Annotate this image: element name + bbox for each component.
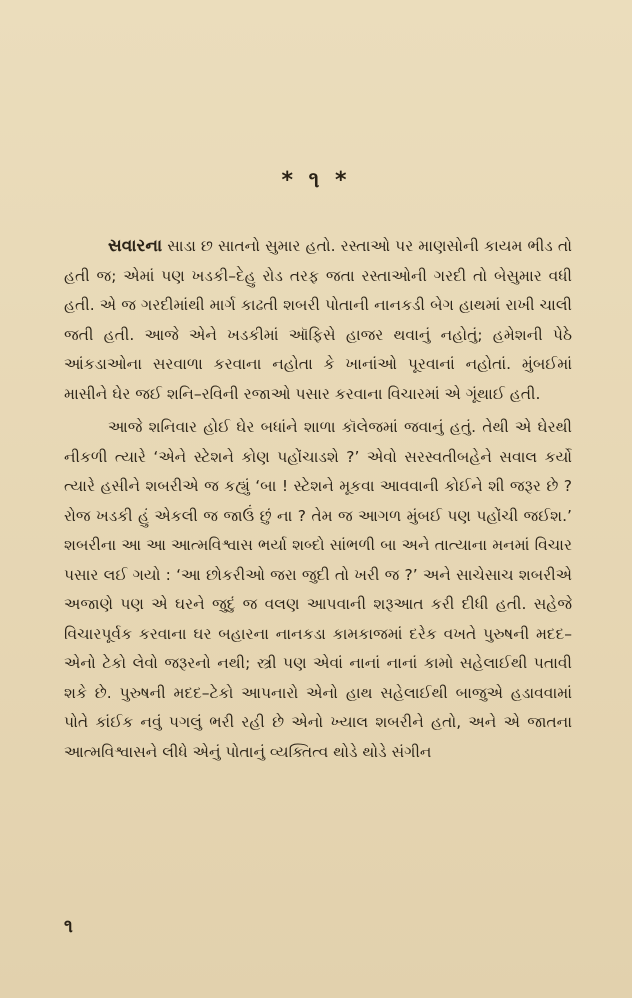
page-number: ૧ [64,916,73,937]
paragraph-2-text: આજે શનિવાર હોઈ ઘેર બધાંને શાળા કૉલેજમાં જવાનું હતું. તેથી એ ઘેરથી નીકળી ત્યારે ‘એને સ્ટેશને કોણ પહોંચાડશે ?’ એવો સરસ્વતીબહેને સવાલ કર્યો ત્યારે હસીને શબરીએ જ કહ્યું ‘બા ! સ્ટેશને મૂકવા આવવાની કોઈને શી જરૂર છે ? રોજ ખડકી હું એકલી જ જાઉં છું ના ? તેમ જ આગળ મુંબઈ પણ પહોંચી જઈશ.’ શબરીના આ આ આત્મવિશ્વાસ ભર્યા શબ્દો સાંભળી બા અને તાત્યાના મનમાં વિચાર પસાર લઈ ગયો : ‘આ છોકરીઓ જરા જુદી તો ખરી જ ?’ અને સાચેસાચ શબરીએ અજાણે પણ એ ઘરને જુદું જ વલણ આપવાની શરૂઆત કરી દીધી હતી. સહેજે વિચારપૂર્વક કરવાના ઘર બહારના નાનકડા કામકાજમાં દરેક વખતે પુરુષની મદદ–એનો ટેકો લેવો જરૂરનો નથી; સ્ત્રી પણ એવાં નાનાં નાનાં કામો સહેલાઈથી પતાવી શકે છે. પુરુષની મદદ–ટેકો આપનારો એનો હાથ સહેલાઈથી બાજુએ હડાવવામાં પોતે કાંઈક નવું પગલું ભરી રહી છે એનો ખ્યાલ શબરીને હતો, અને એ જાતના આત્મવિશ્વાસને લીધે એનું પોતાનું વ્યક્તિત્વ થોડે થોડે સંગીન [64,418,572,761]
paragraph-1-text: સાડા છ સાતનો સુમાર હતો. રસ્તાઓ પર માણસોની કાયમ ભીડ તો હતી જ; એમાં પણ ખડકી–દેહુ રોડ તરફ જતા રસ્તાઓની ગરદી તો બેસુમાર વધી હતી. એ જ ગરદીમાંથી માર્ગ કાઢતી શબરી પોતાની નાનકડી બેગ હાથમાં રાખી ચાલી જતી હતી. આજે એને ખડકીમાં ઑફિસે હાજર થવાનું નહોતું; હમેશની પેઠે આંકડાઓના સરવાળા કરવાના નહોતા કે ખાનાંઓ પૂરવાનાં નહોતાં. મુંબઈમાં માસીને ઘેર જઈ શનિ–રવિની રજાઓ પસાર કરવાના વિચારમાં એ ગૂંથાઈ હતી. [64,237,572,403]
paragraph-2 [64,413,572,767]
chapter-heading: * ૧ * [281,168,351,193]
paragraph-1-lead-word: સવારના [108,236,163,256]
body-text [64,232,572,771]
paragraph-1 [64,232,572,409]
